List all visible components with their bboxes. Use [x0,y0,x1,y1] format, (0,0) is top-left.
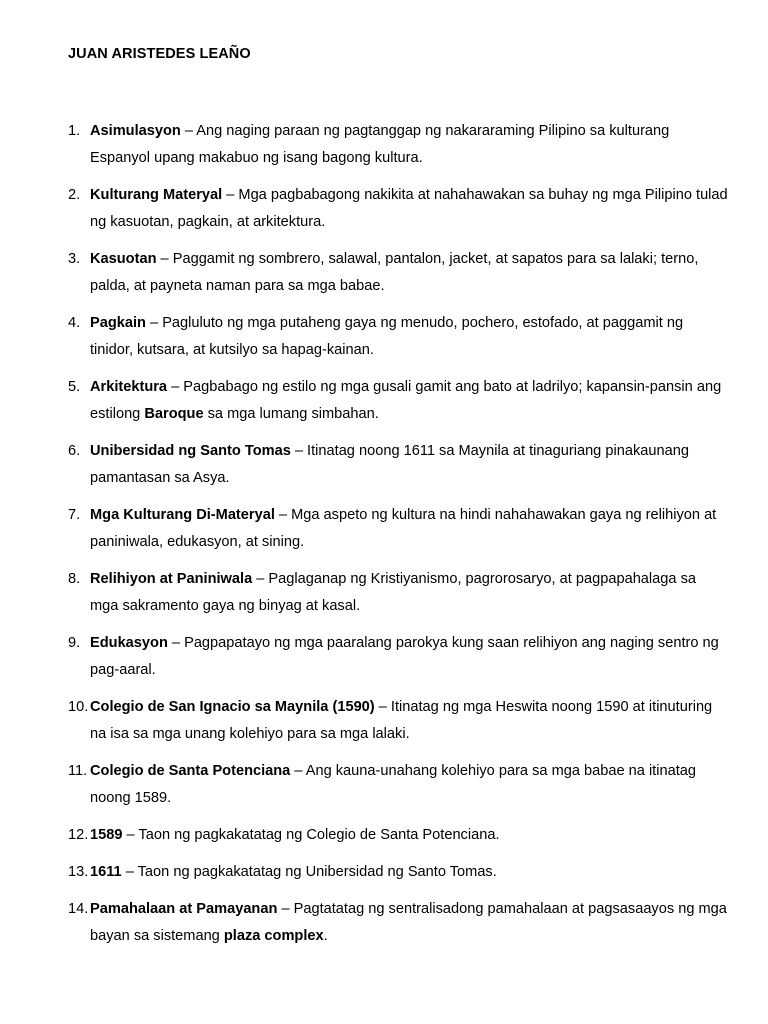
item-description: – Itinatag ng mga Heswita noong 1590 at itinuturing na isa sa mga unang kolehiyo para sa mga lalaki. [90,699,713,742]
list-item [68,859,728,886]
list-item [68,630,728,684]
item-description: – Paggamit ng sombrero, salawal, pantalon, jacket, at sapatos para sa lalaki; terno, palda, at payneta naman para sa mga babae. [90,251,699,294]
item-text [90,182,728,236]
item-description: – Mga aspeto ng kultura na hindi nahahawakan gaya ng relihiyon at paniniwala, edukasyon, at sining. [90,507,717,550]
list-item [68,246,728,300]
list-item [68,758,728,812]
item-term: Pamahalaan at Pamayanan [90,901,278,917]
item-term: Colegio de Santa Potenciana [90,763,291,779]
item-term: Arkitektura [90,379,168,395]
item-number: 9. [68,635,81,651]
item-number: 10. [68,699,89,715]
item-description-end: . [323,928,328,944]
item-term: Kasuotan [90,251,157,267]
item-text [90,694,728,748]
item-term: Pagkain [90,315,146,331]
list-item [68,374,728,428]
item-term: Edukasyon [90,635,168,651]
item-text [90,758,728,812]
item-number: 4. [68,315,81,331]
item-text [90,438,728,492]
list-item [68,896,728,950]
item-number: 7. [68,507,81,523]
item-number: 5. [68,379,81,395]
list-item [68,182,728,236]
item-inline-term: Baroque [144,406,204,422]
item-term: Asimulasyon [90,123,181,139]
item-term: 1611 [90,864,122,880]
item-term: Colegio de San Ignacio sa Maynila (1590) [90,699,375,715]
item-number: 2. [68,187,81,203]
author-name: JUAN ARISTEDES LEAÑO [68,46,251,62]
item-description: – Ang naging paraan ng pagtanggap ng nakararaming Pilipino sa kulturang Espanyol upang makabuo ng isang bagong kultura. [90,123,670,166]
item-description: – Itinatag noong 1611 sa Maynila at tinaguriang pinakaunang pamantasan sa Asya. [90,443,689,486]
item-text [90,566,728,620]
item-term: Relihiyon at Paniniwala [90,571,253,587]
item-description: – Mga pagbabagong nakikita at nahahawakan sa buhay ng mga Pilipino tulad ng kasuotan, pagkain, at arkitektura. [90,187,728,230]
list-item [68,438,728,492]
item-number: 1. [68,123,81,139]
item-description-end: sa mga lumang simbahan. [203,406,379,422]
item-term: 1589 [90,827,123,843]
list-item [68,310,728,364]
item-description: – Paglaganap ng Kristiyanismo, pagrorosaryo, at pagpapahalaga sa mga sakramento gaya ng binyag at kasal. [90,571,696,614]
item-term: Unibersidad ng Santo Tomas [90,443,291,459]
item-number: 12. [68,827,89,843]
item-text [90,374,728,428]
item-number: 3. [68,251,81,267]
item-description: – Pagtatatag ng sentralisadong pamahalaan at pagsasaayos ng mga bayan sa sistemang [90,901,727,944]
list-item [68,566,728,620]
list-item [68,502,728,556]
item-text [90,896,728,950]
item-text [90,310,728,364]
item-description: – Taon ng pagkakatatag ng Unibersidad ng Santo Tomas. [121,864,497,880]
item-description: – Pagluluto ng mga putaheng gaya ng menudo, pochero, estofado, at paggamit ng tinidor, kutsara, at kutsilyo sa hapag-kainan. [90,315,684,358]
item-number: 14. [68,901,89,917]
item-number: 11. [68,763,88,779]
item-number: 13. [68,864,89,880]
item-text [90,630,728,684]
item-term: Kulturang Materyal [90,187,223,203]
item-text [90,246,728,300]
item-number: 6. [68,443,81,459]
item-description: – Pagpapatayo ng mga paaralang parokya kung saan relihiyon ang naging sentro ng pag-aaral. [90,635,719,678]
item-text [90,859,728,886]
item-term: Mga Kulturang Di-Materyal [90,507,275,523]
list-item [68,822,728,849]
item-number: 8. [68,571,81,587]
item-text [90,118,728,172]
numbered-list [68,118,728,960]
item-text [90,822,728,849]
item-inline-term: plaza complex [223,928,324,944]
item-description: – Ang kauna-unahang kolehiyo para sa mga babae na itinatag noong 1589. [90,763,697,806]
item-text [90,502,728,556]
item-description: – Taon ng pagkakatatag ng Colegio de Santa Potenciana. [122,827,500,843]
list-item [68,694,728,748]
list-item [68,118,728,172]
item-description: – Pagbabago ng estilo ng mga gusali gamit ang bato at ladrilyo; kapansin-pansin ang estilong [90,379,722,422]
